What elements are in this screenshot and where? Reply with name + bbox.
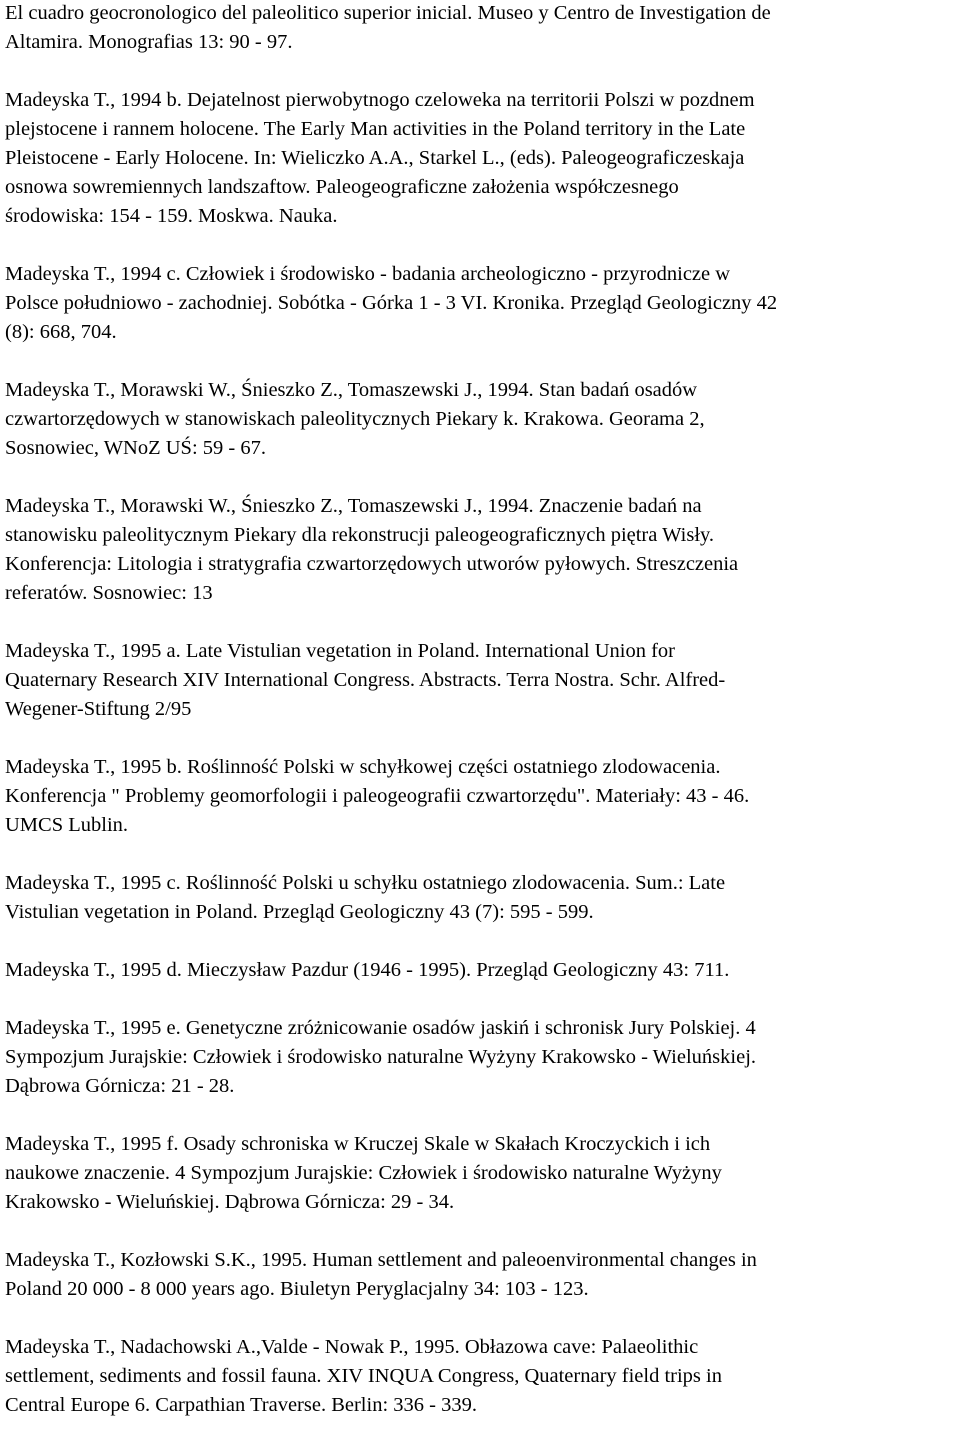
reference-entry: El cuadro geocronologico del paleolitico superior inicial. Museo y Centro de Investigation de Altamira. Monografias 13: 90 - 97. (5, 2, 771, 53)
reference-entry: Madeyska T., Nadachowski A.,Valde - Nowak P., 1995. Obłazowa cave: Palaeolithic settlement, sediments and fossil fauna. XIV INQUA Congress, Quaternary field trips in Central Europe 6. Carpathian Traverse. Berlin: 336 - 339. (5, 1336, 722, 1416)
reference-entry: Madeyska T., 1995 d. Mieczysław Pazdur (1946 - 1995). Przegląd Geologiczny 43: 711. (5, 959, 730, 981)
reference-entry: Madeyska T., 1995 b. Roślinność Polski w schyłkowej części ostatniego zlodowacenia. Konferencja " Problemy geomorfologii i paleogeografii czwartorzędu". Materiały: 43 - 46. UMCS Lublin. (5, 756, 750, 836)
reference-entry: Madeyska T., Morawski W., Śnieszko Z., Tomaszewski J., 1994. Stan badań osadów czwartorzędowych w stanowiskach paleolitycznych Piekary k. Krakowa. Georama 2, Sosnowiec, WNoZ UŚ: 59 - 67. (5, 379, 705, 459)
reference-entry: Madeyska T., 1995 a. Late Vistulian vegetation in Poland. International Union for Quaternary Research XIV International Congress. Abstracts. Terra Nostra. Schr. Alfred- Wegener-Stiftung 2/95 (5, 640, 726, 720)
reference-entry: Madeyska T., Morawski W., Śnieszko Z., Tomaszewski J., 1994. Znaczenie badań na stanowisku paleolitycznym Piekary dla rekonstrucji paleogeograficznych piętra Wisły. Konferencja: Litologia i stratygrafia czwartorzędowych utworów pyłowych. Streszczenia referatów. Sosnowiec: 13 (5, 495, 739, 604)
reference-entry: Madeyska T., 1994 c. Człowiek i środowisko - badania archeologiczno - przyrodnicze w Polsce południowo - zachodniej. Sobótka - Górka 1 - 3 VI. Kronika. Przegląd Geologiczny 42 (8): 668, 704. (5, 263, 778, 343)
reference-entry: Madeyska T., Kozłowski S.K., 1995. Human settlement and paleoenvironmental changes in Poland 20 000 - 8 000 years ago. Biuletyn Peryglacjalny 34: 103 - 123. (5, 1249, 757, 1300)
reference-list (5, 0, 955, 1449)
reference-entry: Madeyska T., 1995 f. Osady schroniska w Kruczej Skale w Skałach Kroczyckich i ich naukowe znaczenie. 4 Sympozjum Jurajskie: Człowiek i środowisko naturalne Wyżyny Krakowsko - Wieluńskiej. Dąbrowa Górnicza: 29 - 34. (5, 1133, 722, 1213)
reference-entry: Madeyska T., 1995 e. Genetyczne zróżnicowanie osadów jaskiń i schronisk Jury Polskiej. 4 Sympozjum Jurajskie: Człowiek i środowisko naturalne Wyżyny Krakowsko - Wieluńskiej. Dąbrowa Górnicza: 21 - 28. (5, 1017, 757, 1097)
reference-entry: Madeyska T., 1994 b. Dejatelnost pierwobytnogo czeloweka na territorii Polszi w pozdnem plejstocene i rannem holocene. The Early Man activities in the Poland territory in the Late Pleistocene - Early Holocene. In: Wieliczko A.A., Starkel L., (eds). Paleogeograficzeskaja osnowa sowremiennych landszaftow. Paleogeograficzne założenia współczesnego środowiska: 154 - 159. Moskwa. Nauka. (5, 89, 755, 227)
reference-entry: Madeyska T., 1995 c. Roślinność Polski u schyłku ostatniego zlodowacenia. Sum.: Late Vistulian vegetation in Poland. Przegląd Geologiczny 43 (7): 595 - 599. (5, 872, 726, 923)
